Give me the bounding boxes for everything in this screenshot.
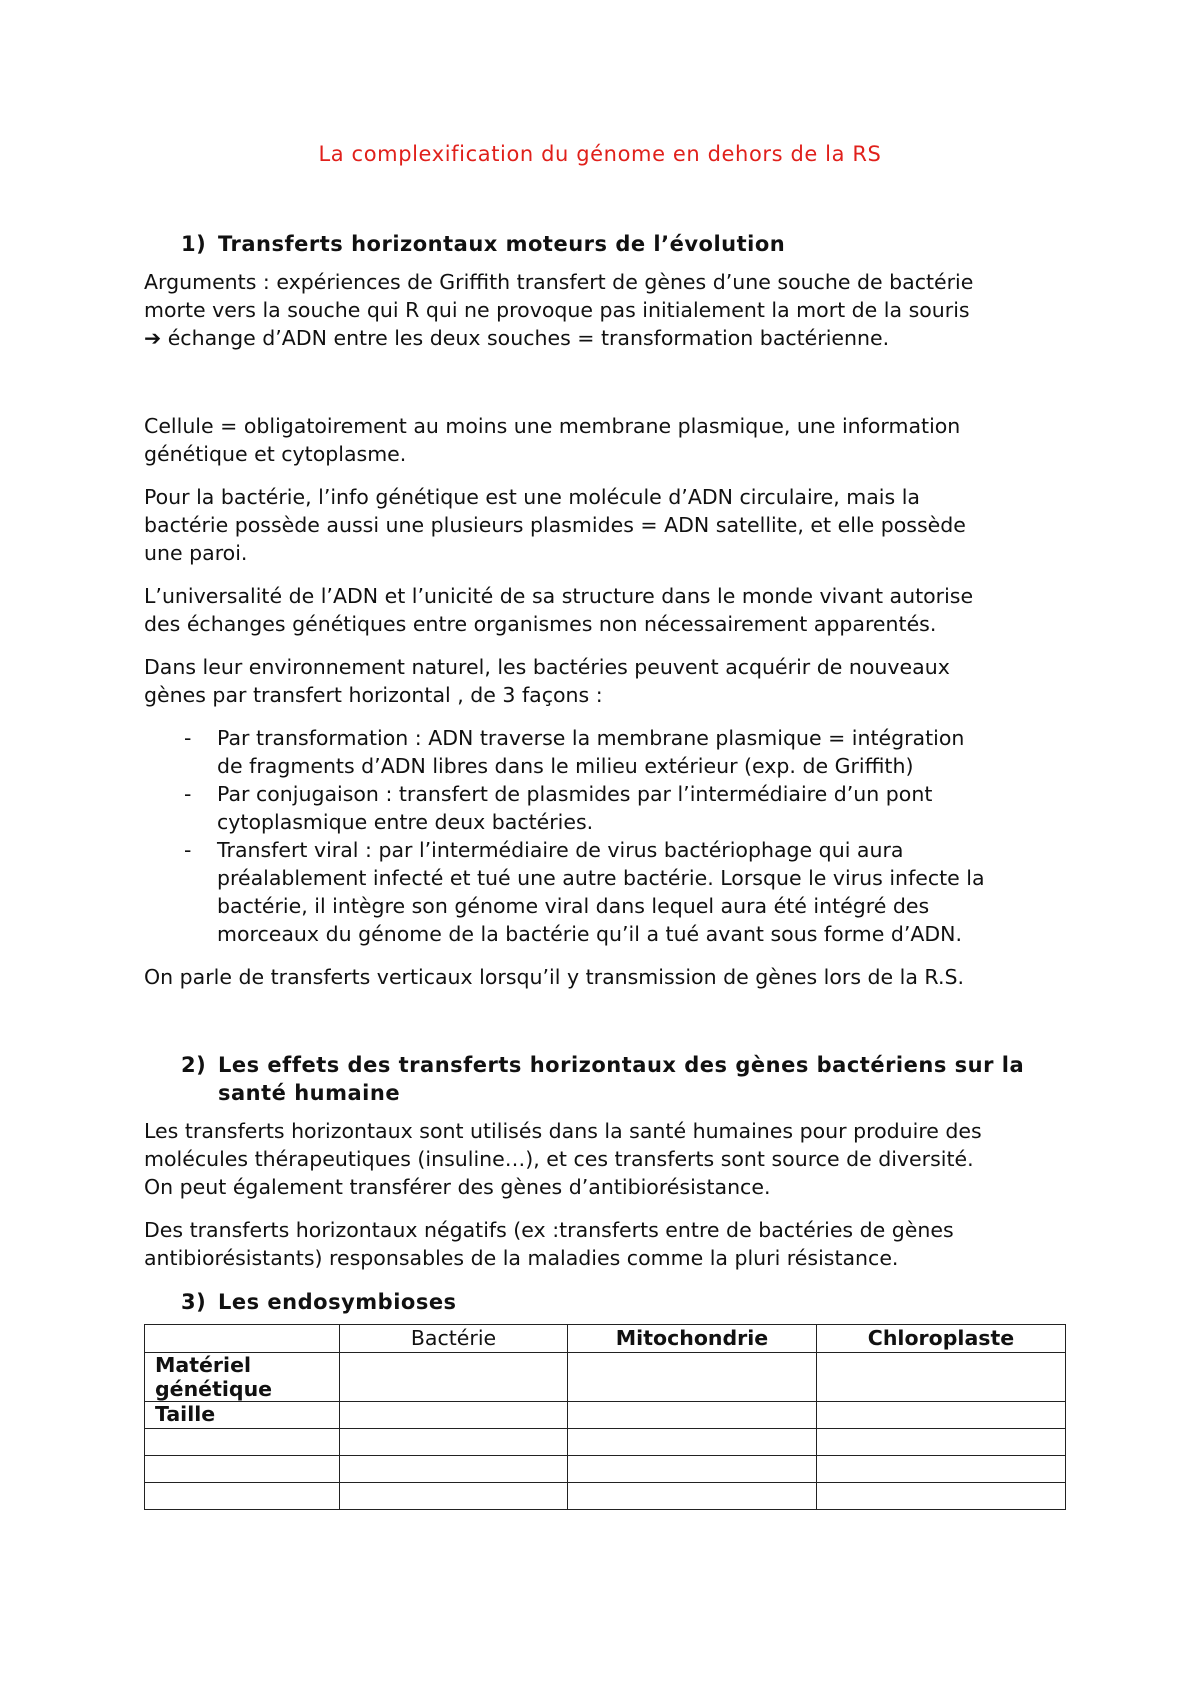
transfer-methods-list: [144, 724, 1064, 948]
table-row-header: Matériel génétique: [145, 1353, 340, 1402]
paragraph-line: une paroi.: [144, 541, 248, 565]
table-cell: [568, 1429, 817, 1456]
paragraph-line: Dans leur environnement naturel, les bactéries peuvent acquérir de nouveaux: [144, 655, 950, 679]
paragraph-line: L’universalité de l’ADN et l’unicité de sa structure dans le monde vivant autorise: [144, 584, 974, 608]
list-line: de fragments d’ADN libres dans le milieu extérieur (exp. de Griffith): [217, 754, 914, 778]
table-row: [145, 1402, 1066, 1429]
paragraph-line: des échanges génétiques entre organismes non nécessairement apparentés.: [144, 612, 937, 636]
section-1-number: 1): [181, 232, 207, 256]
table-row: [145, 1429, 1066, 1456]
list-line: Transfert viral : par l’intermédiaire de virus bactériophage qui aura: [217, 838, 904, 862]
paragraph-line: morte vers la souche qui R qui ne provoque pas initialement la mort de la souris: [144, 298, 970, 322]
table-cell: [340, 1402, 568, 1429]
heading-line: santé humaine: [218, 1081, 401, 1105]
paragraph-line: antibiorésistants) responsables de la maladies comme la pluri résistance.: [144, 1246, 899, 1270]
paragraph-cellule: [144, 412, 1064, 468]
document-body: [144, 230, 1064, 1510]
table-row-header: [145, 1483, 340, 1510]
paragraph-line: Cellule = obligatoirement au moins une membrane plasmique, une information: [144, 414, 961, 438]
table-row: [145, 1353, 1066, 1402]
table-row-header: [145, 1456, 340, 1483]
section-2-title: [218, 1051, 1064, 1107]
paragraph-line: gènes par transfert horizontal , de 3 façons :: [144, 683, 603, 707]
list-line: Par conjugaison : transfert de plasmides par l’intermédiaire d’un pont: [217, 782, 933, 806]
paragraph-verticaux: On parle de transferts verticaux lorsqu’il y transmission de gènes lors de la R.S.: [144, 965, 964, 989]
list-item: [144, 836, 1064, 948]
table-cell: [340, 1429, 568, 1456]
table-cell: [340, 1456, 568, 1483]
table-cell: [817, 1483, 1066, 1510]
list-item-text: [217, 724, 1064, 780]
table-cell: [340, 1483, 568, 1510]
paragraph-line: molécules thérapeutiques (insuline…), et ces transferts sont source de diversité.: [144, 1147, 974, 1171]
paragraph-line: Pour la bactérie, l’info génétique est une molécule d’ADN circulaire, mais la: [144, 485, 920, 509]
paragraph-universalite: [144, 582, 1064, 638]
table-cell: [568, 1483, 817, 1510]
table-header-cell: Bactérie: [340, 1325, 568, 1353]
table-row: [145, 1483, 1066, 1510]
list-dash: -: [184, 726, 192, 750]
table-cell: [817, 1456, 1066, 1483]
paragraph-line: bactérie possède aussi une plusieurs plasmides = ADN satellite, et elle possède: [144, 513, 966, 537]
endosymbiosis-table: [144, 1324, 1066, 1510]
paragraph-line: ➔ échange d’ADN entre les deux souches = transformation bactérienne.: [144, 326, 890, 350]
paragraph-environnement: [144, 653, 1064, 709]
paragraph-line: Arguments : expériences de Griffith transfert de gènes d’une souche de bactérie: [144, 270, 974, 294]
heading-line: Les effets des transferts horizontaux des gènes bactériens sur la: [218, 1053, 1025, 1077]
list-line: morceaux du génome de la bactérie qu’il a tué avant sous forme d’ADN.: [217, 922, 963, 946]
list-item-text: [217, 836, 1064, 948]
paragraph-line: On peut également transférer des gènes d’antibiorésistance.: [144, 1175, 771, 1199]
table-row-header: [145, 1429, 340, 1456]
table-header-cell: [145, 1325, 340, 1353]
list-item: [144, 724, 1064, 780]
list-line: Par transformation : ADN traverse la membrane plasmique = intégration: [217, 726, 965, 750]
list-item-text: [217, 780, 1064, 836]
table-cell: [817, 1429, 1066, 1456]
section-1-heading: [181, 230, 1064, 258]
list-dash: -: [184, 782, 192, 806]
table-cell: [568, 1456, 817, 1483]
section-2-number: 2): [181, 1053, 207, 1077]
table-cell: [817, 1353, 1066, 1402]
list-line: bactérie, il intègre son génome viral dans lequel aura été intégré des: [217, 894, 930, 918]
section-3-title: Les endosymbioses: [218, 1290, 457, 1314]
list-item: [144, 780, 1064, 836]
paragraph-line: Des transferts horizontaux négatifs (ex :transferts entre de bactéries de gènes: [144, 1218, 954, 1242]
list-dash: -: [184, 838, 192, 862]
paragraph-line: Les transferts horizontaux sont utilisés dans la santé humaines pour produire des: [144, 1119, 982, 1143]
document-title: La complexification du génome en dehors de la RS: [318, 142, 882, 166]
table-header-cell: Mitochondrie: [568, 1325, 817, 1353]
list-line: cytoplasmique entre deux bactéries.: [217, 810, 594, 834]
table-header-cell: Chloroplaste: [817, 1325, 1066, 1353]
section-3-heading: [181, 1288, 1064, 1316]
table-cell: [817, 1402, 1066, 1429]
paragraph-sante: [144, 1117, 1064, 1201]
table-cell: [340, 1353, 568, 1402]
table-row: [145, 1456, 1066, 1483]
table-row-header: Taille: [145, 1402, 340, 1429]
paragraph-arguments: [144, 268, 1064, 352]
section-3-number: 3): [181, 1290, 207, 1314]
section-2-heading: [181, 1051, 1064, 1107]
table-cell: [568, 1353, 817, 1402]
paragraph-line: génétique et cytoplasme.: [144, 442, 407, 466]
paragraph-bacterie: [144, 483, 1064, 567]
paragraph-negatifs: [144, 1216, 1064, 1272]
table-cell: [568, 1402, 817, 1429]
list-line: préalablement infecté et tué une autre bactérie. Lorsque le virus infecte la: [217, 866, 985, 890]
table-header-row: [145, 1325, 1066, 1353]
section-1-title: Transferts horizontaux moteurs de l’évolution: [218, 232, 786, 256]
